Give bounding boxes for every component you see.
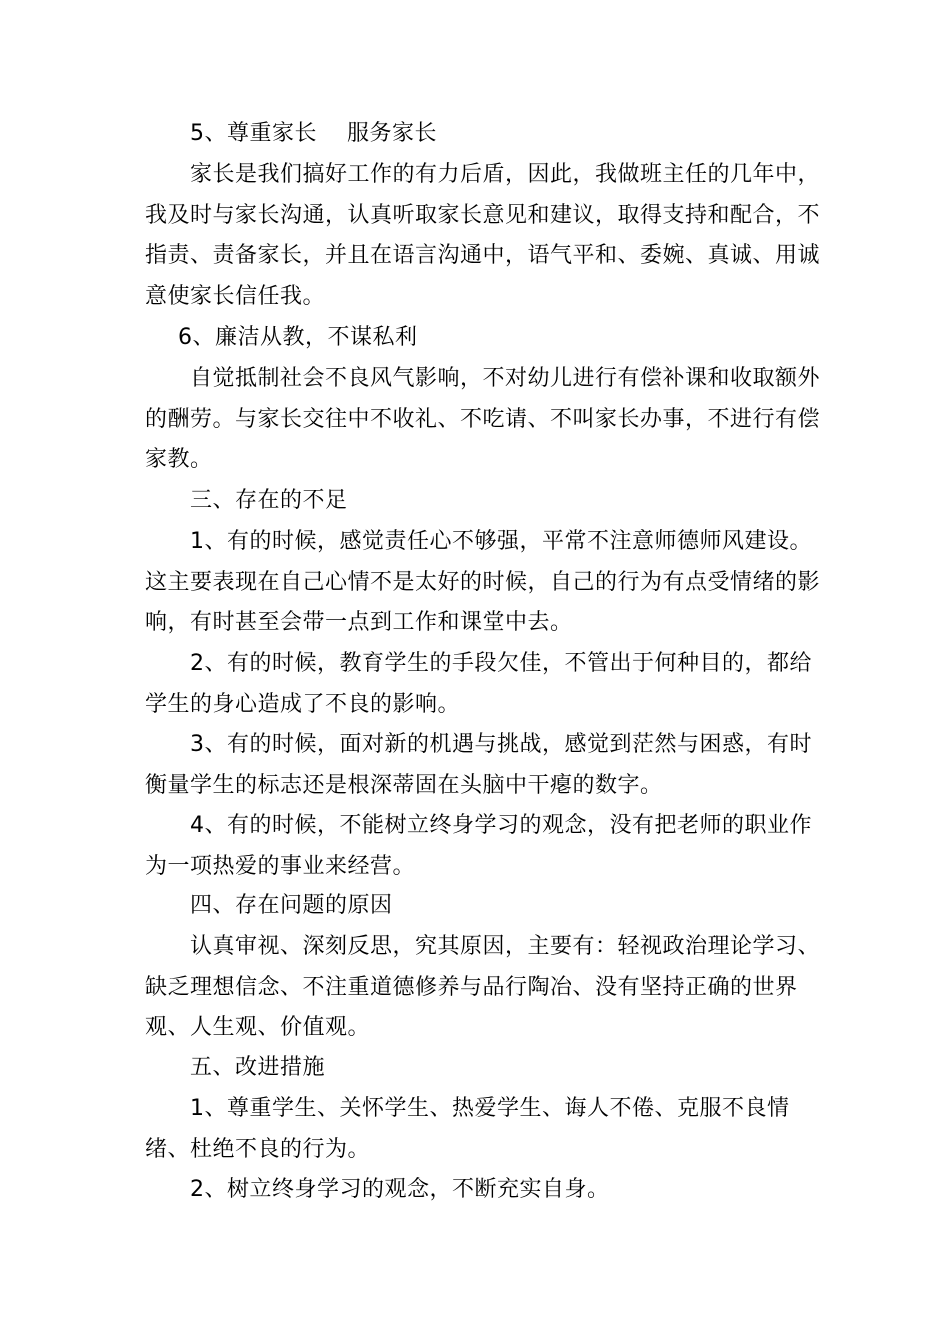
- heading-respect-parents: 5、尊重家长 服务家长: [190, 121, 437, 146]
- shortcoming-item-3: 3、有的时候，面对新的机遇与挑战，感觉到茫然与困惑，有时衡量学生的标志还是根深蒂固在头脑中干瘪的数字。: [145, 732, 812, 798]
- section-title-causes: 四、存在问题的原因: [190, 893, 393, 918]
- improvement-item-2: 2、树立终身学习的观念，不断充实自身。: [190, 1177, 610, 1202]
- paragraph-parents: 家长是我们搞好工作的有力后盾，因此，我做班主任的几年中，我及时与家长沟通，认真听取家长意见和建议，取得支持和配合，不指责、责备家长，并且在语言沟通中，语气平和、委婉、真诚、用诚意使家长信任我。: [145, 162, 821, 309]
- heading-integrity: 6、廉洁从教，不谋私利: [178, 325, 418, 350]
- shortcoming-item-1: 1、有的时候，感觉责任心不够强，平常不注意师德师风建设。这主要表现在自己心情不是太好的时候，自己的行为有点受情绪的影响，有时甚至会带一点到工作和课堂中去。: [145, 529, 821, 635]
- section-title-shortcomings: 三、存在的不足: [190, 488, 348, 513]
- paragraph-causes: 认真审视、深刻反思，究其原因，主要有：轻视政治理论学习、缺乏理想信念、不注重道德修养与品行陶冶、没有坚持正确的世界观、人生观、价值观。: [145, 934, 821, 1040]
- shortcoming-item-4: 4、有的时候，不能树立终身学习的观念，没有把老师的职业作为一项热爱的事业来经营。: [145, 813, 812, 879]
- improvement-item-1: 1、尊重学生、关怀学生、热爱学生、诲人不倦、克服不良情绪、杜绝不良的行为。: [145, 1096, 790, 1162]
- paragraph-integrity: 自觉抵制社会不良风气影响，不对幼儿进行有偿补课和收取额外的酬劳。与家长交往中不收礼、不吃请、不叫家长办事，不进行有偿家教。: [145, 366, 821, 472]
- shortcoming-item-2: 2、有的时候，教育学生的手段欠佳，不管出于何种目的，都给学生的身心造成了不良的影响。: [145, 651, 812, 717]
- section-title-improvements: 五、改进措施: [190, 1055, 326, 1080]
